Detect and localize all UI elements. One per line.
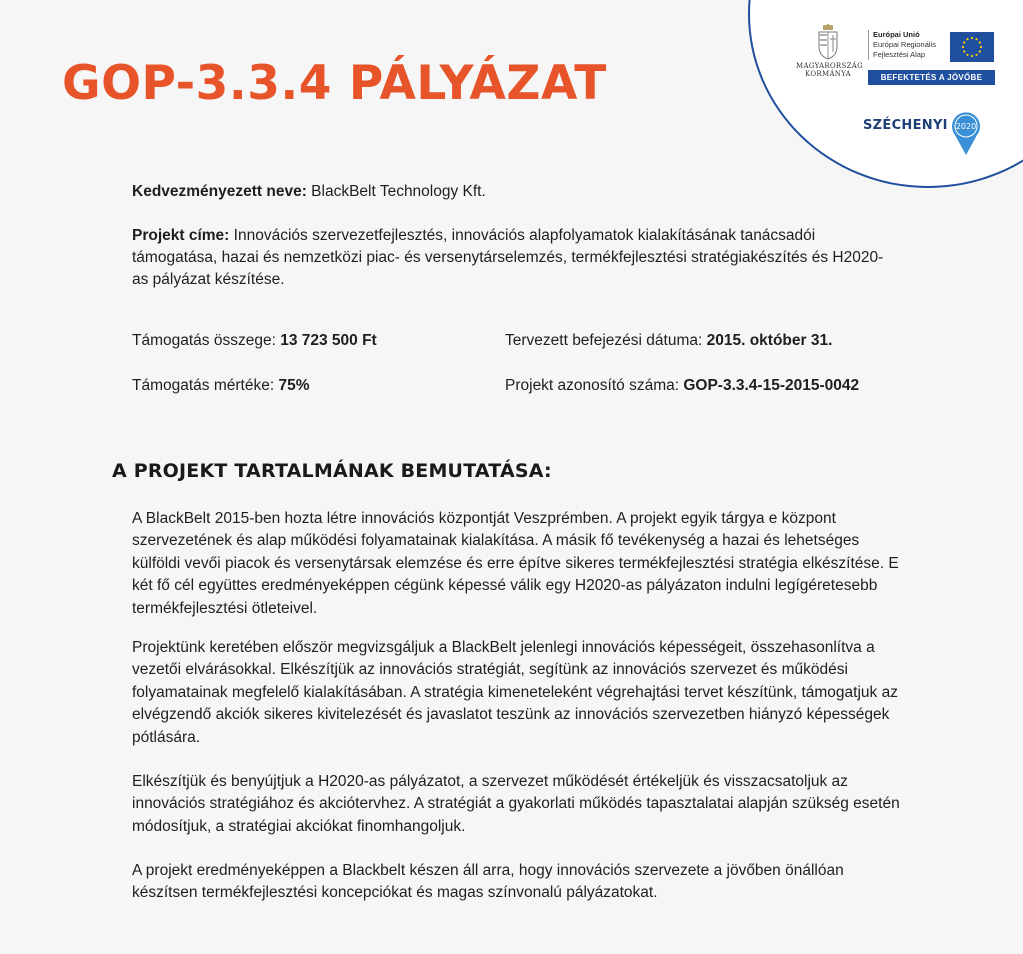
eu-logo-line-3: Fejlesztési Alap [873,50,926,59]
section-heading: A PROJEKT TARTALMÁNAK BEMUTATÁSA: [112,460,552,482]
beneficiary-line [132,181,892,203]
planned-end-date [505,330,832,352]
page-title: GOP-3.3.4 PÁLYÁZAT [62,56,607,111]
support-rate [132,375,309,397]
beneficiary-label: Kedvezményezett neve: [132,183,307,200]
paragraph-2: Projektünk keretében először megvizsgáljuk a BlackBelt jelenlegi innovációs képességeit, összehasonlítva a vezetői elvárásokkal. Elkészítjük az innovációs stratégiát, segítünk az innovációs szervezet és működési folyamatainak megfelelő kialakításában. A stratégia kimeneteleként végrehajtási tervet készítünk, támogatjuk az elvégzendő akciók sikeres kivitelezését és javaslatot teszünk az innovációs szervezetben hiányzó képességek pótlására. [132,639,898,746]
szechenyi-2020-logo [863,110,982,156]
support-amount-value: 13 723 500 Ft [280,332,377,349]
location-pin-icon [950,110,982,156]
support-rate-value: 75% [278,377,310,394]
project-title-line [132,225,892,291]
funding-logo-badge [748,0,1023,188]
project-title-value: Innovációs szervezetfejlesztés, innovációs alapfolyamatok kialakításának tanácsadói támogatása, hazai és nemzetközi piac- és versenytárselemzés, termékfejlesztési stratégiakészítés és H2020-as pályázat készítése. [132,227,884,288]
eu-flag-icon [950,32,994,62]
project-id-value: GOP-3.3.4-15-2015-0042 [683,377,860,394]
project-title-label: Projekt címe: [132,227,230,244]
support-amount [132,330,377,352]
coat-of-arms-icon [816,24,840,60]
end-date-label: Tervezett befejezési dátuma: [505,332,707,349]
paragraph-4: A projekt eredményeképpen a Blackbelt készen áll arra, hogy innovációs szervezete a jövőben önállóan készítsen termékfejlesztési koncepciókat és magas színvonalú pályázatokat. [132,862,844,902]
gov-logo-line-2: KORMÁNYA [805,70,851,78]
eu-logo-line-2: Európai Regionális [873,40,936,49]
szechenyi-label: SZÉCHENYI [863,118,948,133]
support-amount-label: Támogatás összege: [132,332,281,349]
gov-logo-line-1: MAGYARORSZÁG [796,62,864,70]
paragraph-1: A BlackBelt 2015-ben hozta létre innovációs központját Veszprémben. A projekt egyik tárgya e központ szervezetének és alap működési folyamatainak kialakítása. A másik fő tevékenység a hazai és lehetséges külföldi vevői piacok és versenytársak elemzése és erre építve sikeres termékfejlesztési stratégia elkészítése. E két fő cél együttes eredményeképpen cégünk képessé válik egy H2020-as pályázaton indulni legígéretesebb termékfejlesztési ötleteivel. [132,510,899,617]
eu-logo-line-1: Európai Unió [873,30,920,39]
project-id-label: Projekt azonosító száma: [505,377,684,394]
project-id [505,375,859,397]
szechenyi-year: 2020 [955,122,976,131]
paragraph-3: Elkészítjük és benyújtjuk a H2020-as pályázatot, a szervezet működését értékeljük és visszacsatoljuk az innovációs stratégiához és akciótervhez. A stratégiát a gyakorlati működés tapasztalatai alapján szükség esetén módosítjuk, a stratégiai akciókat finomhangoljuk. [132,773,900,835]
beneficiary-value: BlackBelt Technology Kft. [306,183,486,200]
eu-banner-slogan: BEFEKTETÉS A JÖVŐBE [868,70,995,85]
end-date-value: 2015. október 31. [706,332,833,349]
hungarian-government-logo [796,24,864,78]
support-rate-label: Támogatás mértéke: [132,377,279,394]
